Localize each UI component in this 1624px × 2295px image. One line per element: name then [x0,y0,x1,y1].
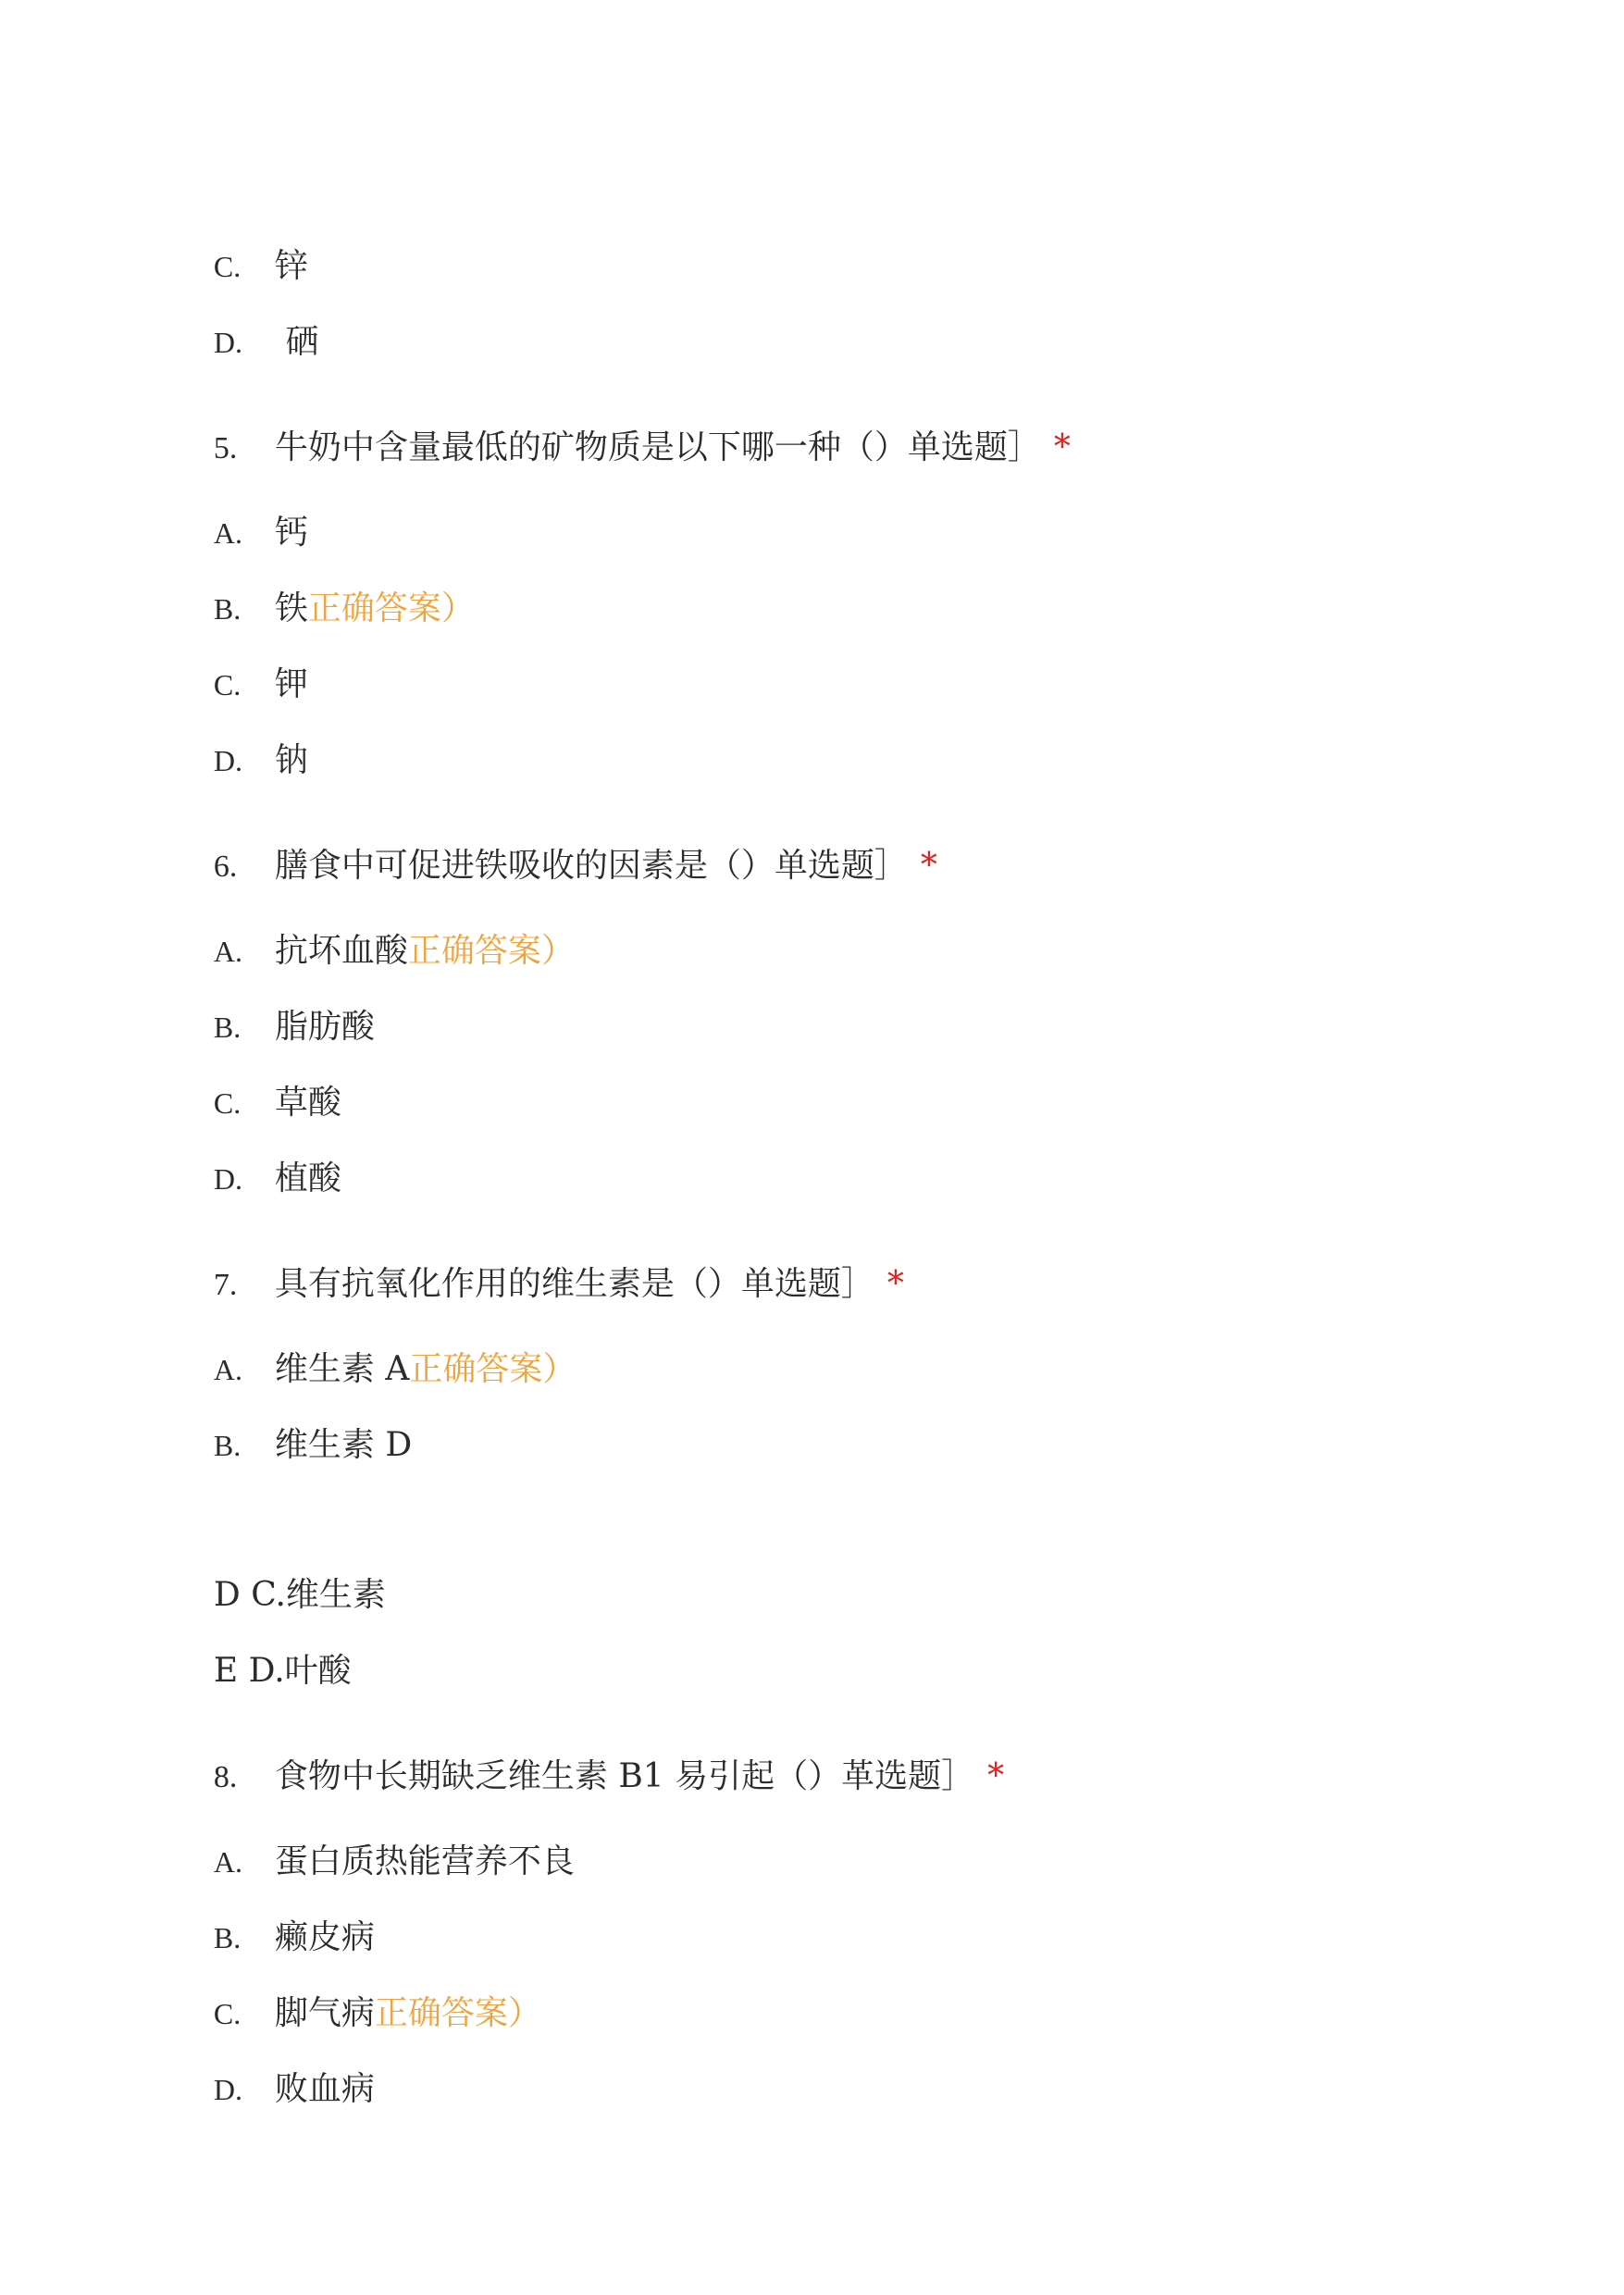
option-c [192,205,308,287]
option-text: 抗坏血酸 [274,932,408,970]
question-text: 膳食中可促进铁吸收的因素是（）单选题］ [274,847,908,885]
q7-option-b [192,1384,412,1466]
required-star: * [920,847,937,885]
correct-answer-mark: 正确答案） [307,589,475,627]
correct-answer-mark: 正确答案） [407,932,575,970]
q8-option-d [192,2028,375,2110]
correct-answer-mark: 正确答案） [409,1350,576,1388]
question-7 [192,1223,904,1306]
option-text: 癞皮病 [274,1918,375,1956]
option-letter: B. [213,592,242,626]
q6-option-a [192,890,575,972]
option-text: 脚气病 [274,1994,375,2032]
q5-option-d [192,700,308,781]
question-number: 6. [213,850,238,884]
question-6 [192,805,937,887]
question-number: 5. [213,431,238,465]
option-letter: A. [213,1845,242,1879]
option-text: 植酸 [274,1160,341,1197]
option-letter: C. [213,1086,242,1120]
option-d [192,281,318,363]
q6-option-d [192,1118,341,1199]
question-number: 7. [213,1268,238,1302]
option-text: 蛋白质热能营养不良 [274,1842,575,1880]
option-letter: A. [213,935,242,968]
option-letter: B. [213,1921,242,1954]
correct-answer-mark: 正确答案） [374,1994,541,2032]
option-letter: D. [213,326,242,359]
required-star: * [987,1757,1005,1795]
option-letter: A. [213,516,242,550]
question-text: 牛奶中含量最低的矿物质是以下哪一种（）单选题］ [274,428,1041,466]
option-text: 钾 [274,665,308,703]
option-letter: B. [213,1429,242,1462]
option-letter: C. [213,668,242,701]
option-text: 败血病 [274,2070,375,2108]
option-text: 脂肪酸 [274,1008,375,1046]
q8-option-c [192,1953,541,2034]
required-star: * [886,1265,904,1303]
question-5 [192,387,1071,469]
question-text: 具有抗氧化作用的维生素是（）单选题］ [274,1265,874,1303]
question-8 [192,1716,1004,1798]
q5-option-a [192,472,308,553]
option-text: D C.维生素 [213,1576,386,1614]
option-text: 铁 [274,589,308,627]
option-text: 硒 [274,323,319,361]
option-text: 维生素 D [274,1426,413,1464]
option-letter: D. [213,1162,242,1196]
q8-option-a [192,1801,575,1882]
option-letter: D. [213,2073,242,2106]
q5-option-c [192,624,308,705]
q7-option-d [192,1610,352,1692]
question-text: 食物中长期缺乏维生素 B1 易引起（）革选题］ [274,1757,975,1795]
option-text: 锌 [274,247,308,285]
option-text: 草酸 [274,1084,341,1122]
option-letter: B. [213,1011,242,1044]
required-star: * [1053,428,1071,466]
q6-option-c [192,1042,341,1123]
option-text: 维生素 A [274,1350,410,1388]
q8-option-b [192,1877,375,1958]
q5-option-b [192,548,475,629]
q7-option-a [192,1309,576,1390]
option-text: 钠 [274,741,308,779]
option-text: 钙 [274,514,308,552]
q7-option-c [192,1534,386,1616]
option-letter: D. [213,744,242,777]
option-letter: C. [213,1997,242,2030]
option-text: E D.叶酸 [213,1652,352,1690]
q6-option-b [192,966,375,1048]
question-number: 8. [213,1760,238,1794]
option-letter: C. [213,250,242,283]
option-letter: A. [213,1353,242,1386]
